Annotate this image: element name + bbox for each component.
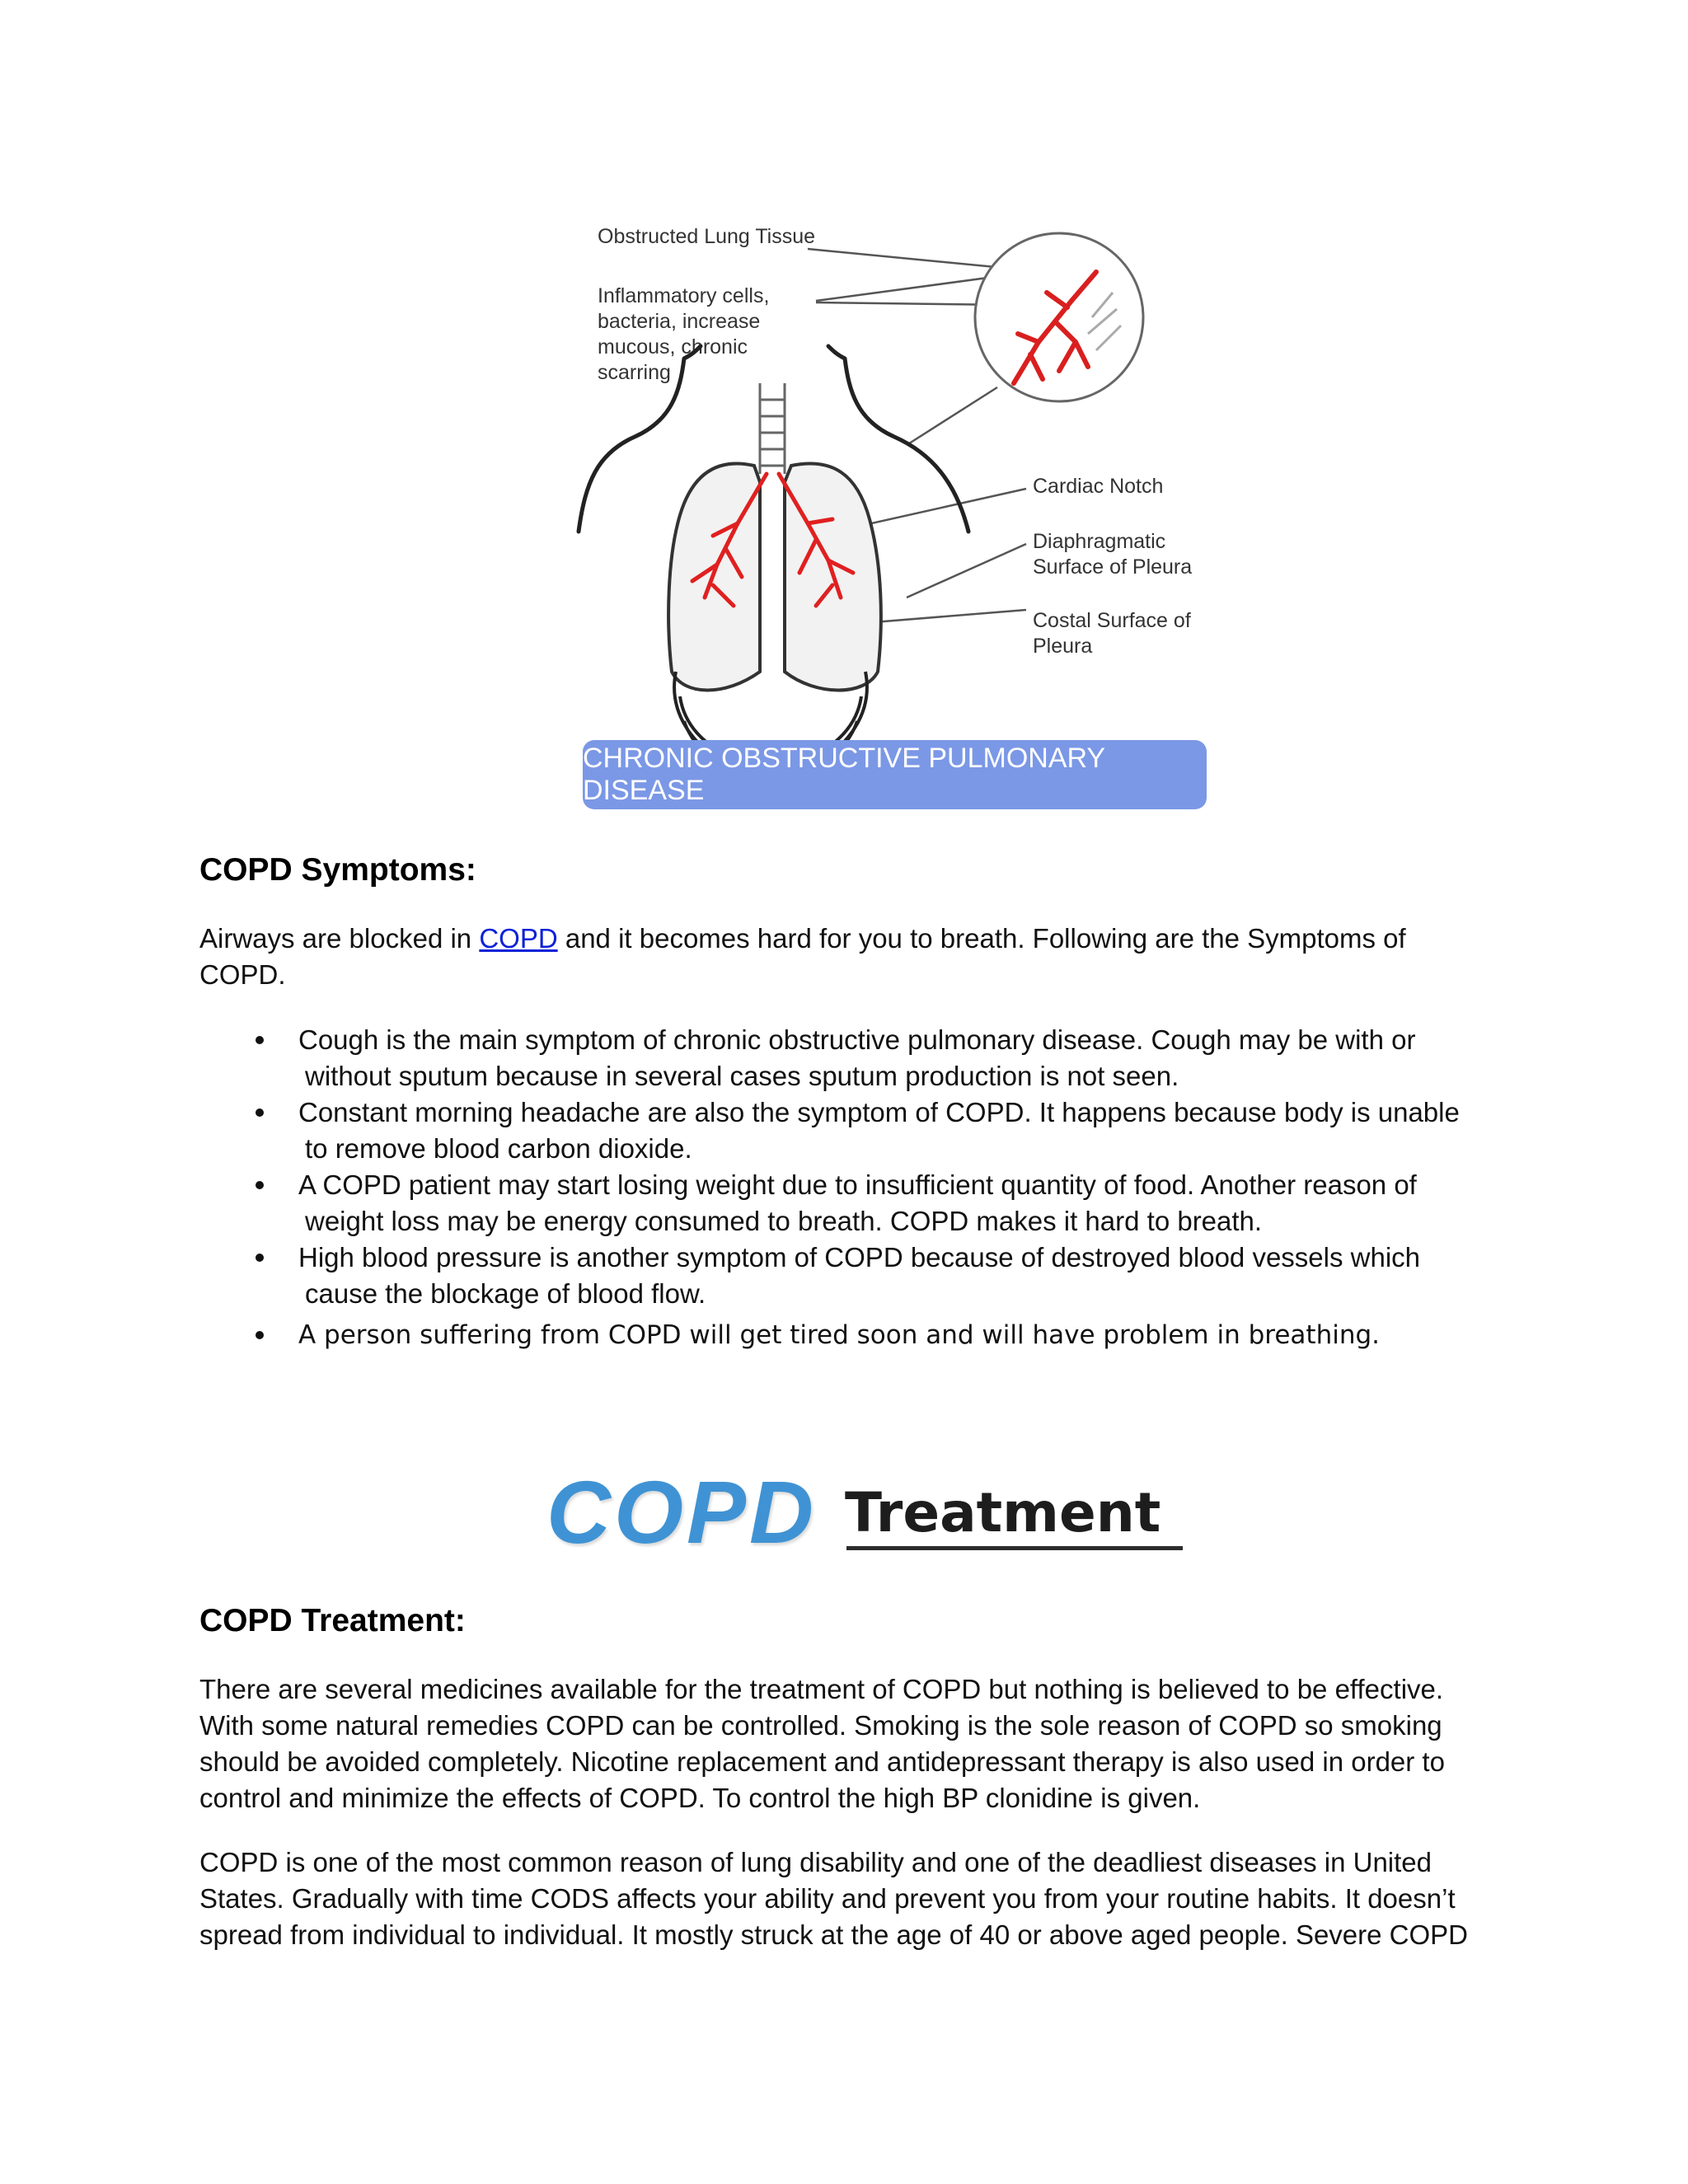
logo-underline (846, 1546, 1183, 1550)
symptoms-heading: COPD Symptoms: (199, 852, 476, 888)
list-item-text: Constant morning headache are also the symptom of COPD. It happens because body is unable (298, 1097, 1460, 1127)
intro-text-after: and it becomes hard for you to breath. Following are the Symptoms of (557, 923, 1406, 954)
copd-lung-illustration (569, 210, 1220, 820)
list-item (199, 1167, 1502, 1240)
logo-copd-text: COPD (546, 1462, 818, 1562)
bullet-icon (256, 1108, 264, 1117)
label-costal-surface: Costal Surface of Pleura (1033, 609, 1191, 658)
figure-caption-banner: CHRONIC OBSTRUCTIVE PULMONARY DISEASE (583, 740, 1207, 809)
intro-text-before: Airways are blocked in (199, 923, 480, 954)
label-inflammatory: Inflammatory cells, bacteria, increase mucous, chronic scarring (598, 284, 770, 384)
list-item-text: cause the blockage of blood flow. (305, 1278, 706, 1309)
logo-treatment-text: Treatment (845, 1481, 1161, 1544)
list-item-text: to remove blood carbon dioxide. (305, 1133, 692, 1164)
paragraph-line: spread from individual to individual. It mostly struck at the age of 40 or above aged people. Severe COPD (199, 1919, 1469, 1950)
paragraph-line: COPD is one of the most common reason of lung disability and one of the deadliest diseases in United (199, 1847, 1432, 1877)
symptoms-intro (199, 921, 1502, 993)
bullet-icon (256, 1036, 264, 1044)
symptoms-list (199, 1022, 1502, 1353)
label-obstructed-lung-tissue: Obstructed Lung Tissue (598, 225, 816, 248)
paragraph-line: control and minimize the effects of COPD. To control the high BP clonidine is given. (199, 1783, 1201, 1813)
paragraph-line: States. Gradually with time CODS affects your ability and prevent you from your routine habits. It doesn’t (199, 1883, 1456, 1914)
list-item-text: High blood pressure is another symptom of COPD because of destroyed blood vessels which (298, 1242, 1421, 1272)
list-item (199, 1022, 1502, 1094)
list-item (199, 1317, 1502, 1353)
copd-treatment-logo (540, 1462, 1191, 1562)
treatment-heading: COPD Treatment: (199, 1603, 466, 1638)
paragraph-line: should be avoided completely. Nicotine replacement and antidepressant therapy is also used in order to (199, 1746, 1445, 1777)
list-item-text: without sputum because in several cases sputum production is not seen. (305, 1061, 1179, 1091)
paragraph-line: There are several medicines available for the treatment of COPD but nothing is believed to be effective. (199, 1674, 1444, 1704)
list-item-text: weight loss may be energy consumed to breath. COPD makes it hard to breath. (305, 1206, 1263, 1236)
bullet-icon (256, 1254, 264, 1262)
paragraph-line: With some natural remedies COPD can be controlled. Smoking is the sole reason of COPD so smoking (199, 1710, 1442, 1741)
bullet-icon (256, 1181, 264, 1189)
label-diaphragmatic-surface: Diaphragmatic Surface of Pleura (1033, 530, 1193, 579)
label-cardiac-notch: Cardiac Notch (1033, 475, 1164, 498)
list-item (199, 1094, 1502, 1167)
copd-link[interactable]: COPD (479, 923, 558, 954)
treatment-paragraph-2 (199, 1844, 1502, 1953)
list-item-text: A COPD patient may start losing weight due to insufficient quantity of food. Another reason of (298, 1169, 1417, 1200)
list-item-text: Cough is the main symptom of chronic obstructive pulmonary disease. Cough may be with or (298, 1024, 1416, 1055)
bullet-icon (256, 1331, 264, 1339)
intro-text-line2: COPD. (199, 959, 286, 990)
list-item-text: A person suffering from COPD will get tired soon and will have problem in breathing. (298, 1320, 1381, 1350)
trachea (760, 383, 785, 474)
list-item (199, 1240, 1502, 1312)
treatment-paragraph-1 (199, 1671, 1502, 1816)
